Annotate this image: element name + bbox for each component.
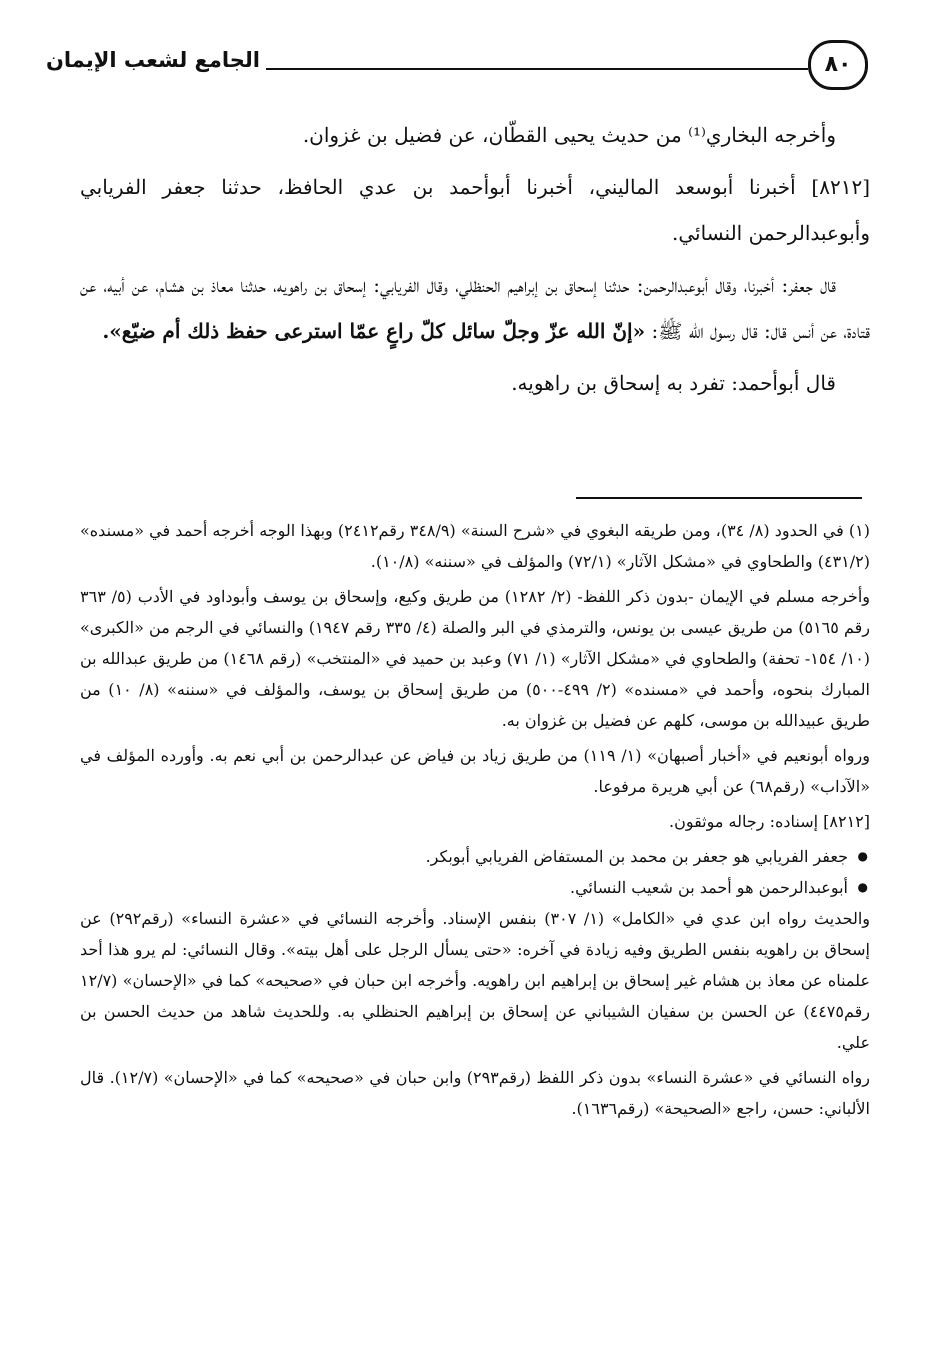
footnotes <box>80 515 870 1128</box>
narrator-item-nasai: ● أبوعبدالرحمن هو أحمد بن شعيب النسائي. <box>80 872 848 903</box>
footnote-isnad-8212: [٨٢١٢] إسناده: رجاله موثقون. <box>668 812 870 831</box>
running-header <box>45 36 870 100</box>
narrator-list <box>80 841 870 903</box>
footnote-abu-nuaym: ورواه أبونعيم في «أخبار أصبهان» (١/ ١١٩) من طريق زياد بن فياض عن عبدالرحمن بن أبي نعم به. وأورده المؤلف في «الآداب» (رقم٦٨) عن أبي هريرة مرفوعا. <box>80 746 870 796</box>
footnote-ibn-adi: والحديث رواه ابن عدي في «الكامل» (١/ ٣٠٧) بنفس الإسناد. وأخرجه النسائي في «عشرة النساء» (رقم٢٩٢) عن إسحاق بن راهويه بنفس الطريق وفيه زيادة في آخره: «حتى يسأل الرجل على أهل بيته». وقال النسائي: لم يرو هذا أحد علمناه عن معاذ بن هشام غير إسحاق بن إبراهيم ابن راهويه. وأخرجه ابن حبان في «صحيحه» كما في «الإحسان» (١٢/٧ رقم٤٤٧٥) عن الحسن بن سفيان الشيباني عن إسحاق بن إبراهيم الحنظلي به. وللحديث شاهد من حديث الحسن بن علي. <box>80 909 870 1052</box>
book-title: الجامع لشعب الإيمان <box>45 48 260 72</box>
hadith-chain: قال جعفر: أخبرنا، وقال أبوعبدالرحمن: حدثنا إسحاق بن إبراهيم الحنظلي، وقال الفريابي: إسحاق بن راهويه، حدثنا معاذ بن هشام، عن أبيه، عن قتادة، عن أنس قال: قال رسول الله ﷺ: <box>80 273 870 343</box>
hadith-matn: «إنّ الله عزّ وجلّ سائل كلّ راعٍ عمّا استرعى حفظ ذلك أم ضيّع». <box>102 319 646 343</box>
paragraph-bukhari: وأخرجه البخاري⁽¹⁾ من حديث يحيى القطّان، عن فضيل بن غزوان. <box>302 123 836 147</box>
footnote-nasai-ashara: رواه النسائي في «عشرة النساء» بدون ذكر اللفظ (رقم٢٩٣) وابن حبان في «صحيحه» كما في «الإحسان» (١٢/٧). قال الألباني: حسن، راجع «الصحيحة» (رقم١٦٣٦). <box>80 1068 871 1118</box>
paragraph-hadith-8212-isnad: [٨٢١٢] أخبرنا أبوسعد الماليني، أخبرنا أبوأحمد بن عدي الحافظ، حدثنا جعفر الفريابي وأبوعبدالرحمن النسائي. <box>80 175 870 245</box>
page-number-badge: ٨٠ <box>808 40 868 90</box>
paragraph-hadith-text <box>80 262 870 354</box>
footnote-separator <box>576 497 862 499</box>
footnote-1: (١) في الحدود (٨/ ٣٤)، ومن طريقه البغوي في «شرح السنة» (٣٤٨/٩ رقم٢٤١٢) وبهذا الوجه أخرجه أحمد في «مسنده» (٤٣١/٢) والطحاوي في «مشكل الآثار» (٧٢/١) والمؤلف في «سننه» (١٠/٨). <box>80 521 871 571</box>
main-text <box>80 112 870 412</box>
header-rule <box>266 68 808 70</box>
footnote-muslim: وأخرجه مسلم في الإيمان -بدون ذكر اللفظ- (٢/ ١٢٨٢) من طريق وكيع، وإسحاق بن يوسف وأبوداود في الأدب (٥/ ٣٦٣ رقم ٥١٦٥) من طريق عيسى بن يونس، والترمذي في البر والصلة (٤/ ٣٣٥ رقم ١٩٤٧) والنسائي في الرجم من «الكبرى» (١٠/ ١٥٤- تحفة) والطحاوي في «مشكل الآثار» (١/ ٧١) وعبد بن حميد في «المنتخب» (رقم ١٤٦٨) من طريق عبدالله بن المبارك بنحوه، وأحمد في «مسنده» (٢/ ٤٩٩-٥٠٠) من طريق إسحاق بن يوسف، والمؤلف في «سننه» (٨/ ١٠) من طريق عبيدالله بن موسى، كلهم عن فضيل بن غزوان به. <box>80 587 871 730</box>
paragraph-abu-ahmad-remark: قال أبوأحمد: تفرد به إسحاق بن راهويه. <box>511 371 836 395</box>
narrator-item-jafar: ● جعفر الفريابي هو جعفر بن محمد بن المستفاض الفريابي أبوبكر. <box>80 841 848 872</box>
